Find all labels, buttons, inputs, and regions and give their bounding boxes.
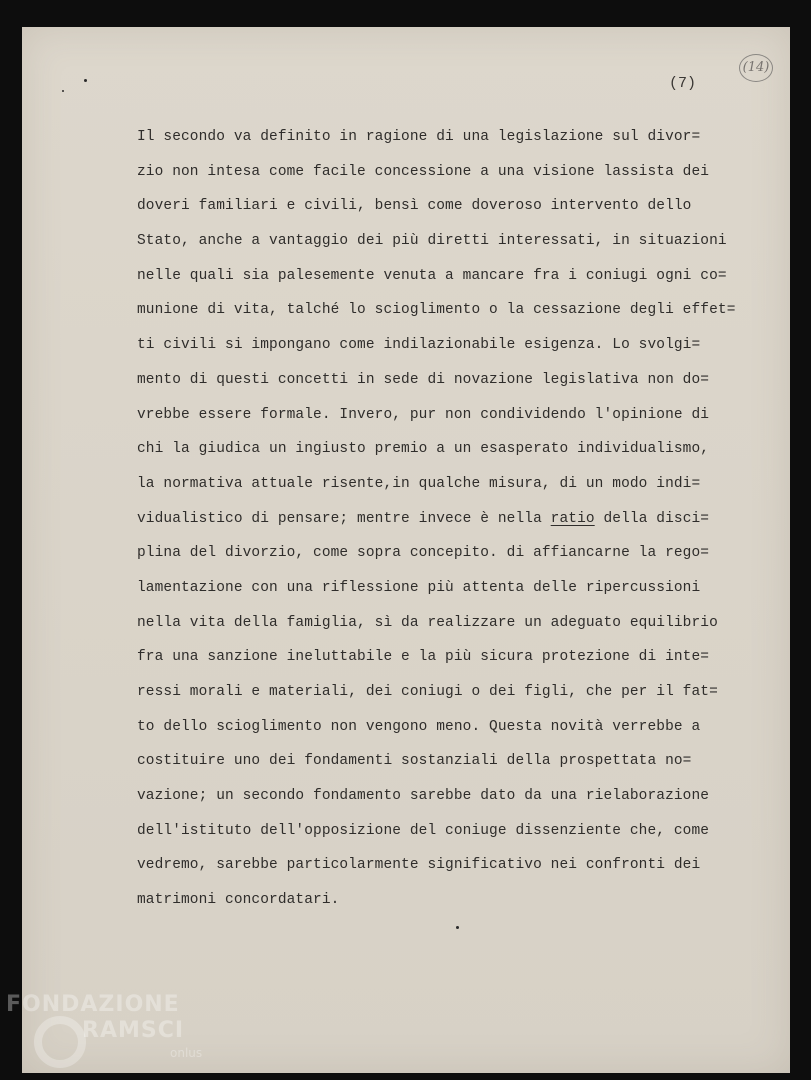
text-line: munione di vita, talché lo scioglimento o la cessazione degli effet= [137, 302, 736, 319]
text-line: vedremo, sarebbe particolarmente significativo nei confronti dei [137, 857, 701, 874]
typewritten-body [137, 122, 777, 920]
text-line: fra una sanzione ineluttabile e la più sicura protezione di inte= [137, 649, 710, 666]
text-line: to dello scioglimento non vengono meno. Questa novità verrebbe a [137, 718, 701, 735]
watermark-text: RAMSCI [82, 1018, 185, 1043]
text-line: plina del divorzio, come sopra concepito. di affiancarne la rego= [137, 545, 710, 562]
text-line: nelle quali sia palesemente venuta a mancare fra i coniugi ogni co= [137, 267, 727, 284]
text-line: ti civili si impongano come indilazionabile esigenza. Lo svolgi= [137, 337, 701, 354]
underlined-word-ratio: ratio [550, 510, 595, 527]
text-line: zio non intesa come facile concessione a una visione lassista dei [137, 163, 710, 180]
ink-speck [84, 79, 87, 82]
ink-speck [62, 90, 64, 92]
watermark-text: FONDAZIONE [6, 992, 180, 1017]
text-line: matrimoni concordatari. [137, 892, 340, 909]
ink-speck [456, 926, 459, 929]
watermark-g-logo-icon [34, 1016, 86, 1068]
text-line: nella vita della famiglia, sì da realizzare un adeguato equilibrio [137, 614, 718, 631]
text-line: Il secondo va definito in ragione di una legislazione sul divor= [137, 129, 701, 145]
text-line: vazione; un secondo fondamento sarebbe dato da una rielaborazione [137, 788, 710, 805]
text-line: mento di questi concetti in sede di novazione legislativa non do= [137, 371, 710, 388]
text-line: doveri familiari e civili, bensì come doveroso intervento dello [137, 198, 692, 215]
text-line: costituire uno dei fondamenti sostanziali della prospettata no= [137, 753, 692, 770]
page-number: (7) [669, 75, 697, 92]
text-segment: della disci= [594, 510, 710, 527]
fondazione-gramsci-watermark [6, 992, 206, 1076]
text-line-with-underline [137, 504, 777, 539]
text-line: dell'istituto dell'opposizione del coniuge dissenziente che, come [137, 822, 710, 839]
text-line: lamentazione con una riflessione più attenta delle ripercussioni [137, 579, 701, 596]
text-segment: vidualistico di pensare; mentre invece è nella [137, 510, 551, 527]
text-line: chi la giudica un ingiusto premio a un esasperato individualismo, [137, 441, 710, 458]
archive-number-handwritten: (14) [739, 54, 773, 82]
text-line: la normativa attuale risente,in qualche misura, di un modo indi= [137, 475, 701, 492]
watermark-text: onlus [170, 1046, 203, 1060]
text-line: ressi morali e materiali, dei coniugi o dei figli, che per il fat= [137, 684, 718, 700]
text-line: Stato, anche a vantaggio dei più diretti interessati, in situazioni [137, 233, 727, 250]
text-line: vrebbe essere formale. Invero, pur non condividendo l'opinione di [137, 406, 710, 423]
